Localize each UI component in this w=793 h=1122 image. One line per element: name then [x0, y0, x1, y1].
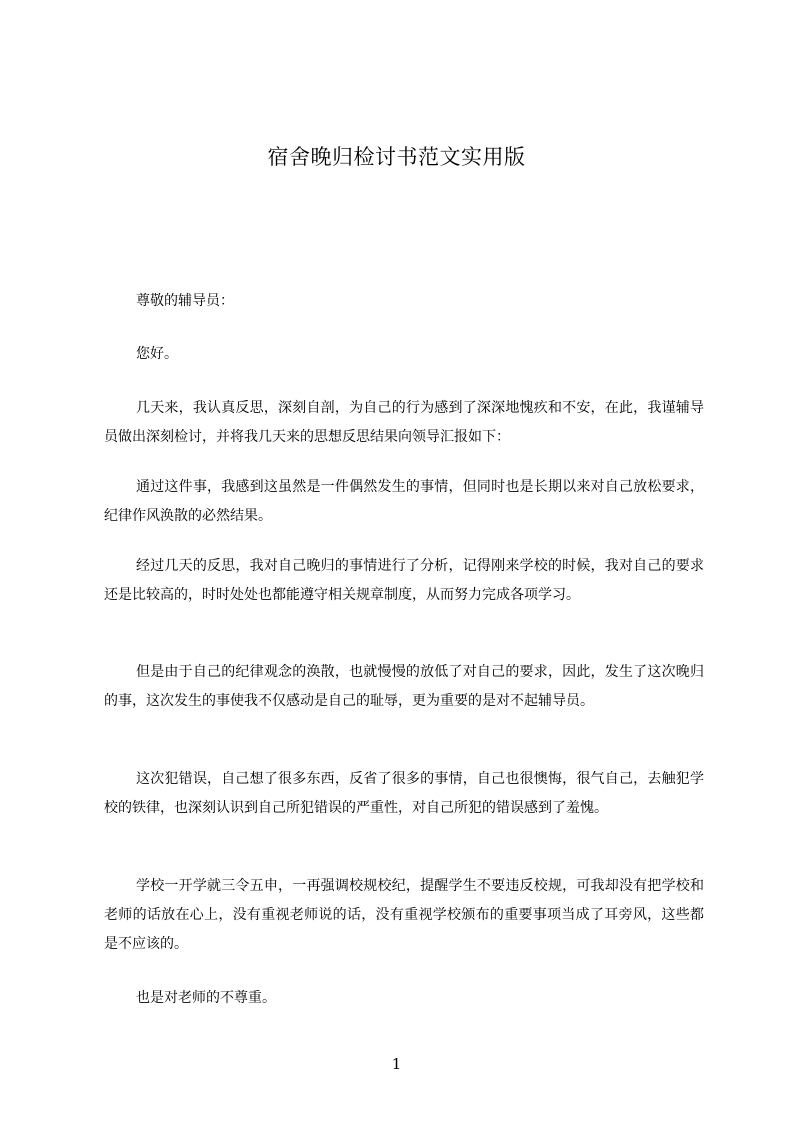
- page-number: 1: [391, 1055, 402, 1073]
- body-paragraph-4: 但是由于自己的纪律观念的涣散，也就慢慢的放低了对自己的要求，因此，发生了这次晚归的事，这次发生的事使我不仅感动是自己的耻辱，更为重要的是对不起辅导员。: [104, 664, 704, 709]
- body-paragraph-2: 通过这件事，我感到这虽然是一件偶然发生的事情，但同时也是长期以来对自己放松要求，纪律作风涣散的必然结果。: [104, 479, 704, 524]
- body-paragraph-1: 几天来，我认真反思，深刻自剖，为自己的行为感到了深深地愧疚和不安，在此，我谨辅导员做出深刻检讨，并将我几天来的思想反思结果向领导汇报如下：: [104, 400, 704, 445]
- body-paragraph-3: 经过几天的反思，我对自己晚归的事情进行了分析，记得刚来学校的时候，我对自己的要求还是比较高的，时时处处也都能遵守相关规章制度，从而努力完成各项学习。: [104, 558, 704, 603]
- body-paragraph-6: 学校一开学就三令五申，一再强调校规校纪，提醒学生不要违反校规，可我却没有把学校和老师的话放在心上，没有重视老师说的话，没有重视学校颁布的重要事项当成了耳旁风，这些都是不应该的。: [104, 878, 704, 952]
- document-title: 宿舍晚归检讨书范文实用版: [267, 145, 526, 169]
- closing-line: 也是对老师的不尊重。: [136, 990, 276, 1006]
- body-paragraph-5: 这次犯错误，自己想了很多东西，反省了很多的事情，自己也很懊悔，很气自己，去触犯学校的铁律，也深刻认识到自己所犯错误的严重性，对自己所犯的错误感到了羞愧。: [104, 771, 704, 816]
- salutation: 尊敬的辅导员：: [136, 293, 234, 309]
- greeting: 您好。: [136, 346, 178, 362]
